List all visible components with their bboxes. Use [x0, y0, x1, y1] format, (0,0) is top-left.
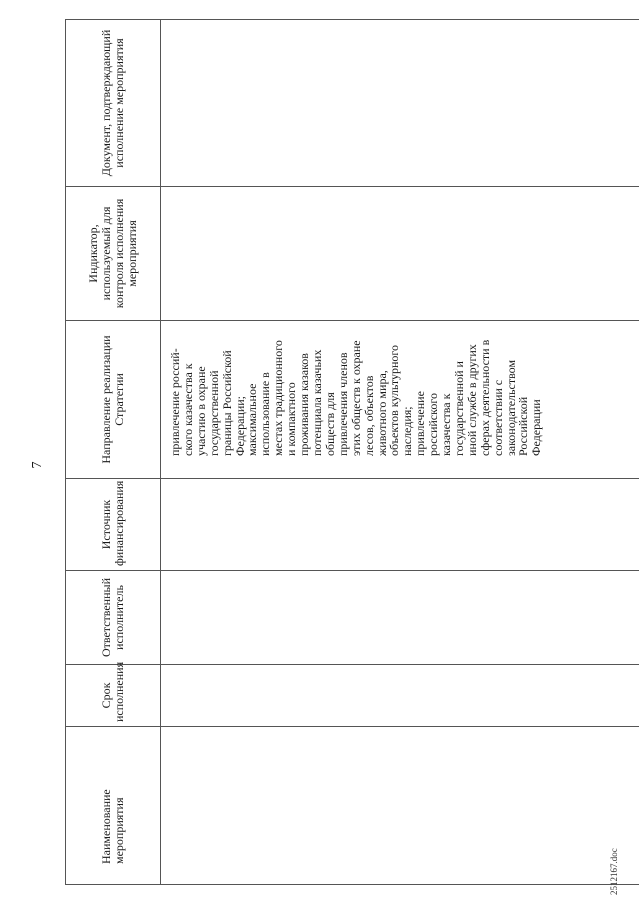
- direction-text-line: участию в охране: [193, 366, 208, 456]
- direction-text-line: обществ для: [322, 392, 337, 456]
- table-row: [161, 20, 640, 885]
- direction-text-line: государственной и: [451, 361, 466, 456]
- direction-text-line: ского казачества к: [180, 363, 195, 456]
- direction-text-line: Российской: [516, 396, 531, 456]
- direction-text-line: привлечения членов: [335, 352, 350, 456]
- cell-deadline: [161, 665, 640, 727]
- column-header-responsible: Ответственный исполнитель: [66, 571, 161, 665]
- cell-document: [161, 20, 640, 187]
- direction-text-line: местах традиционного: [271, 340, 286, 456]
- direction-text-line: сферах деятельности в: [477, 339, 492, 456]
- direction-text-line: границы Российской: [219, 350, 234, 456]
- direction-text-line: потенциала казачьих: [309, 349, 324, 456]
- direction-text-line: и компактного: [284, 382, 299, 456]
- cell-strategy-direction: [161, 321, 640, 479]
- direction-text-line: иной службе в других: [464, 344, 479, 456]
- direction-text-line: проживания казаков: [297, 353, 312, 456]
- table-header-row: [66, 20, 161, 885]
- cell-indicator: [161, 187, 640, 321]
- direction-text-line: максимальное: [245, 383, 260, 456]
- direction-text-line: соответствии с: [490, 379, 505, 456]
- direction-text-line: Федерации: [529, 399, 544, 456]
- column-header-deadline: Срок исполнения: [66, 665, 161, 727]
- cell-responsible: [161, 571, 640, 665]
- direction-text-line: привлечение россий-: [168, 348, 182, 456]
- column-header-document: Документ, подтверждающий исполнение мероприятия: [66, 20, 161, 187]
- column-header-funding-source: Источник финансирования: [66, 479, 161, 571]
- cell-funding-source: [161, 479, 640, 571]
- column-header-strategy-direction: Направление реализации Стратегии: [66, 321, 161, 479]
- direction-text-line: государственной: [206, 370, 221, 456]
- column-header-measure-name: Наименование мероприятия: [66, 727, 161, 885]
- direction-text-line: объектов культурного: [387, 344, 402, 456]
- direction-text-line: лесов, объектов: [361, 375, 376, 456]
- direction-text-line: этих обществ к охране: [348, 340, 363, 456]
- direction-text-line: законодательством: [503, 359, 518, 456]
- direction-text-line: казачества к: [439, 393, 454, 456]
- direction-text-line: привлечение: [413, 391, 428, 456]
- direction-text-line: наследия;: [400, 406, 415, 456]
- measures-table: [65, 19, 639, 885]
- file-reference: 2512167.doc: [609, 848, 619, 895]
- direction-text-line: Федерации;: [232, 395, 247, 456]
- direction-text-line: животного мира,: [374, 370, 389, 456]
- cell-measure-name: [161, 727, 640, 885]
- direction-text-line: использование в: [258, 372, 273, 456]
- column-header-indicator: Индикатор, используемый для контроля исполнения мероприятия: [66, 187, 161, 321]
- direction-text-line: российского: [426, 393, 441, 456]
- page-number: 7: [30, 461, 45, 469]
